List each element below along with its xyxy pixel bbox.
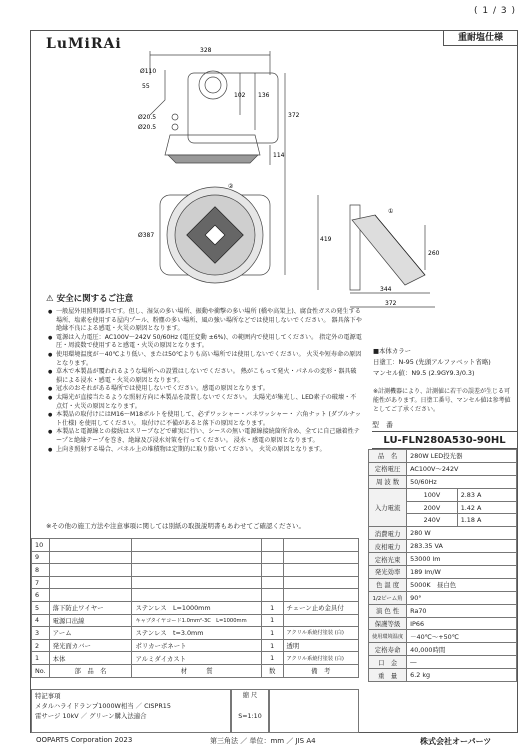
table-cell: 定格電圧: [369, 462, 407, 475]
blank-box: [269, 689, 359, 733]
safety-item: ● 太陽光が直接当たるような照射方向に本製品を設置しないでください。 太陽光が集光し、LED素子の破壊・不点灯・火災の原因となります。: [48, 394, 362, 411]
table-cell: [261, 564, 283, 577]
spec-row: [369, 540, 517, 553]
table-cell: 90°: [407, 591, 517, 604]
callout-1: ①: [388, 208, 394, 215]
scale-box: [231, 689, 269, 733]
spec-row: [369, 566, 517, 579]
model-number: LU-FLN280A530-90HL: [372, 431, 517, 449]
spec-row: [369, 591, 517, 604]
body-color-box: [373, 346, 515, 414]
dim-205a: Ø20.5: [138, 114, 157, 121]
safety-title: ⚠ 安全に関するご注意: [46, 294, 134, 304]
spec-row: [369, 462, 517, 475]
table-cell: ―: [407, 656, 517, 669]
table-cell: 入力電流: [369, 488, 407, 527]
dim-102: 102: [234, 92, 246, 99]
table-cell: 本体: [49, 652, 132, 665]
table-cell: 電源口出線: [49, 614, 132, 627]
special-line1: メタルハライドランプ1000W相当 ／ CISPR15: [35, 702, 171, 710]
table-cell: 280 W: [407, 527, 517, 540]
dim-372h: 372: [385, 300, 397, 307]
table-cell: [132, 576, 261, 589]
spec-row: [369, 669, 517, 682]
table-row: [32, 614, 359, 627]
special-label: 特記事項: [35, 692, 61, 700]
table-cell: [49, 539, 132, 552]
table-cell: 1: [261, 652, 283, 665]
table-cell: [49, 576, 132, 589]
instruction-note: ※その他の施工方法や注意事項に関しては別紙の取扱説明書もあわせてご確認ください。: [46, 522, 305, 530]
special-notes: [31, 689, 231, 733]
table-cell: [283, 614, 358, 627]
table-row: [32, 652, 359, 665]
table-cell: アルミダイカスト: [132, 652, 261, 665]
table-cell: 周 波 数: [369, 475, 407, 488]
table-cell: 部 品 名: [49, 664, 132, 677]
table-cell: [49, 589, 132, 602]
dim-110: Ø110: [140, 68, 157, 75]
table-row: [32, 564, 359, 577]
table-cell: 100V: [407, 488, 458, 501]
warning-icon: ⚠: [46, 294, 54, 304]
table-cell: 発光効率: [369, 566, 407, 579]
table-cell: 2: [32, 639, 50, 652]
scale-label: 縮 尺: [242, 692, 258, 699]
dim-344: 344: [380, 286, 392, 293]
dim-419: 419: [320, 236, 332, 243]
table-cell: [49, 564, 132, 577]
spec-row: [369, 604, 517, 617]
back-plate: [188, 73, 278, 143]
table-cell: 演 色 性: [369, 604, 407, 617]
safety-item: ● 電源は入力電圧：AC100V～242V 50/60Hz (電圧変動 ±6%)、の範囲内で使用してください。 指定外の電源電圧・周波数で使用すると感電・火災の原因となります。: [48, 334, 362, 351]
table-cell: ポリカーボネート: [132, 639, 261, 652]
body-color-line2: マンセル値：N9.5 (2.9GY9.3/0.3): [373, 369, 475, 377]
table-cell: [49, 551, 132, 564]
safety-item: ● 本製品と電源線との接続はスリーブなどで確実に行い、シースの無い電源線接続箇所含め、全てに自己融着性テープと絶縁テープを巻き、絶縁及び浸水対策を行ってください。 浸水・感電の原因となります。: [48, 428, 362, 445]
table-cell: [132, 564, 261, 577]
table-cell: 5: [32, 601, 50, 614]
table-cell: 283.35 VA: [407, 540, 517, 553]
table-cell: 5000K 昼白色: [407, 578, 517, 591]
dim-260: 260: [428, 250, 440, 257]
table-cell: 1.42 A: [457, 501, 516, 514]
dim-205b: Ø20.5: [138, 124, 157, 131]
table-cell: [283, 589, 358, 602]
table-cell: 1: [261, 601, 283, 614]
table-row: [32, 589, 359, 602]
table-cell: 4: [32, 614, 50, 627]
table-row: [32, 539, 359, 552]
table-cell: 1.18 A: [457, 514, 516, 527]
table-cell: 発光面カバー: [49, 639, 132, 652]
spec-tag: 重耐塩仕様: [443, 31, 517, 46]
table-cell: 40,000時間: [407, 643, 517, 656]
table-cell: 品 名: [369, 450, 407, 463]
table-cell: 重 量: [369, 669, 407, 682]
table-cell: 消費電力: [369, 527, 407, 540]
table-cell: Ra70: [407, 604, 517, 617]
table-cell: 189 lm/W: [407, 566, 517, 579]
table-cell: 1: [261, 627, 283, 640]
spec-row: [369, 450, 517, 463]
brand-logo: LuMiRAi: [46, 36, 122, 52]
copyright: OOPARTS Corporation 2023: [36, 736, 133, 744]
dim-114: 114: [273, 152, 285, 159]
table-row: [32, 551, 359, 564]
table-cell: 皮相電力: [369, 540, 407, 553]
spec-row: [369, 527, 517, 540]
table-row: [32, 576, 359, 589]
table-cell: [261, 589, 283, 602]
table-cell: 1: [32, 652, 50, 665]
side-base: [350, 205, 360, 290]
table-header: [32, 664, 359, 677]
body-color-heading: ■本体カラー: [373, 347, 411, 355]
dim-136: 136: [258, 92, 270, 99]
safety-item: ● 使用環境温度が－40℃より低い、または50℃よりも高い場所では使用しないでください。 火災や短寿命の原因となります。: [48, 351, 362, 368]
table-cell: 1/2ビーム角: [369, 591, 407, 604]
table-cell: [261, 576, 283, 589]
table-cell: [132, 539, 261, 552]
company-name: 株式会社オーパーツ: [420, 737, 492, 746]
table-cell: 200V: [407, 501, 458, 514]
special-line2: 雷サージ 10kV ／ グリーン購入法適合: [35, 712, 147, 720]
table-cell: 3: [32, 627, 50, 640]
dim-372v: 372: [288, 112, 300, 119]
safety-item: ● 草木で本製品が覆われるような場所への設置はしないでください。 熱がこもって発火・パネルの変形・器具破損による浸水・感電・火災の原因となります。: [48, 368, 362, 385]
table-cell: 50/60Hz: [407, 475, 517, 488]
spec-row: [369, 578, 517, 591]
body-color-line1: 日塗工：N-95 (先頭アルファベット省略): [373, 358, 491, 366]
table-cell: [283, 539, 358, 552]
side-lamp: [352, 215, 425, 285]
table-cell: 8: [32, 564, 50, 577]
table-cell: 9: [32, 551, 50, 564]
table-cell: ステンレス L=1000mm: [132, 601, 261, 614]
table-cell: [283, 564, 358, 577]
spec-row: [369, 630, 517, 643]
parts-table: [31, 538, 359, 678]
table-cell: [132, 551, 261, 564]
spec-table: [368, 449, 517, 682]
table-cell: 材 質: [132, 664, 261, 677]
table-cell: アクリル系焼付塗装 (白): [283, 652, 358, 665]
body-color-notice: ※計測機器により、計測値に若干の誤差が生じる可能性があります。日塗工番号、マンセル値は参考値としてご了承ください。: [373, 388, 511, 413]
safety-item: ● 冠水のおそれがある場所では使用しないでください。感電の原因となります。: [48, 385, 362, 394]
table-cell: [261, 539, 283, 552]
table-cell: 数: [261, 664, 283, 677]
table-cell: キャブタイヤコード1.0mm²-3C L=1000mm: [132, 614, 261, 627]
table-cell: [283, 551, 358, 564]
table-cell: 10: [32, 539, 50, 552]
safety-list: [48, 308, 362, 454]
table-cell: 使用環境温度: [369, 630, 407, 643]
table-cell: －40℃～+50℃: [407, 630, 517, 643]
knob-circle: [199, 71, 227, 99]
table-cell: 1: [261, 639, 283, 652]
table-cell: 口 金: [369, 656, 407, 669]
table-cell: 色 温 度: [369, 578, 407, 591]
table-cell: アーム: [49, 627, 132, 640]
table-cell: [261, 551, 283, 564]
table-cell: 6: [32, 589, 50, 602]
table-cell: 6.2 kg: [407, 669, 517, 682]
table-cell: 定格光束: [369, 553, 407, 566]
table-cell: 7: [32, 576, 50, 589]
callout-2: ②: [228, 183, 234, 190]
page-number: ( 1 / 3 ): [474, 6, 516, 16]
hole-a: [172, 114, 178, 120]
table-cell: 240V: [407, 514, 458, 527]
table-cell: 2.83 A: [457, 488, 516, 501]
table-cell: [283, 576, 358, 589]
table-cell: 280W LED投光器: [407, 450, 517, 463]
table-cell: 備 考: [283, 664, 358, 677]
spec-row: [369, 488, 517, 501]
table-cell: 53000 lm: [407, 553, 517, 566]
safety-item: ● 一般屋外用照明器具です。但し、湿気の多い場所、振動や衝撃の多い場所 (橋や高架上)、腐食性ガスの発生する場所、塩素を使用する屋内プール、粉塵の多い場所、風の強い場所などでは使用しないでください。 器具落下や絶縁不良による感電・火災の原因となります。: [48, 308, 362, 334]
safety-item: ● 上向き照射する場合、パネル上の堆積物は定期的に取り除いてください。 火災の原因となります。: [48, 446, 362, 455]
spec-row: [369, 617, 517, 630]
table-cell: No.: [32, 664, 50, 677]
table-cell: アクリル系焼付塗装 (白): [283, 627, 358, 640]
table-cell: 落下防止ワイヤー: [49, 601, 132, 614]
table-cell: 1: [261, 614, 283, 627]
dim-387: Ø387: [138, 232, 155, 239]
table-cell: チェーン止め金具付: [283, 601, 358, 614]
lamp-top: [165, 135, 260, 155]
projection-info: 第三角法 ／ 単位：mm ／ JIS A4: [210, 737, 316, 745]
table-cell: [132, 589, 261, 602]
scale-value: S=1:10: [238, 713, 262, 720]
spec-row: [369, 553, 517, 566]
table-cell: 保護等級: [369, 617, 407, 630]
table-cell: 透明: [283, 639, 358, 652]
table-cell: AC100V～242V: [407, 462, 517, 475]
safety-item: ● 本製品の取付けにはM16～M18ボルトを使用して、必ずワッシャー・バネワッシャー・ 六角ナット (ダブルナット仕様) を使用してください。 取付けに不備があると落下の原因となります。: [48, 411, 362, 428]
model-label: 型 番: [372, 421, 393, 429]
dim-55: 55: [142, 83, 150, 90]
spec-row: [369, 656, 517, 669]
table-row: [32, 639, 359, 652]
spec-row: [369, 475, 517, 488]
table-row: [32, 627, 359, 640]
table-row: [32, 601, 359, 614]
table-cell: ステンレス t=3.0mm: [132, 627, 261, 640]
dim-328: 328: [200, 47, 212, 54]
hole-b: [172, 124, 178, 130]
spec-row: [369, 643, 517, 656]
table-cell: 定格寿命: [369, 643, 407, 656]
table-cell: IP66: [407, 617, 517, 630]
